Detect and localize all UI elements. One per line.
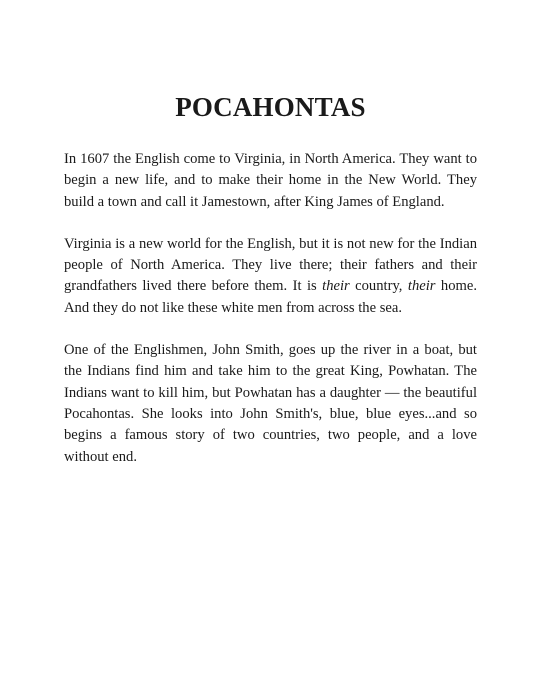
paragraph-text: home. And they do not like these white men from across the sea. [64,278,477,316]
page-title: POCAHONTAS [175,92,366,122]
paragraph-text: Virginia is a new world for the English, but it is not new for the Indian people of North America. They live there; their fathers and their grandfathers lived there before them. It is [64,235,477,295]
emphasized-word: their [322,278,350,295]
paragraph-text: country, [349,278,408,295]
body-text [64,149,477,489]
paragraph-3 [64,340,477,468]
paragraph-1 [64,149,477,213]
emphasized-word: their [407,278,436,295]
paragraph-2 [64,234,477,319]
paragraph-text: One of the Englishmen, John Smith, goes up the river in a boat, but the Indians find him and take him to the great King, Powhatan. The Indians want to kill him, but Powhatan has a daughter — the beautiful Pocahontas. She looks into John Smith's, blue, blue eyes...and so begins a famous story of two countries, two people, and a love without end. [64,342,477,465]
paragraph-text: In 1607 the English come to Virginia, in North America. They want to begin a new life, and to make their home in the New World. They build a town and call it Jamestown, after King James of England. [64,151,477,210]
